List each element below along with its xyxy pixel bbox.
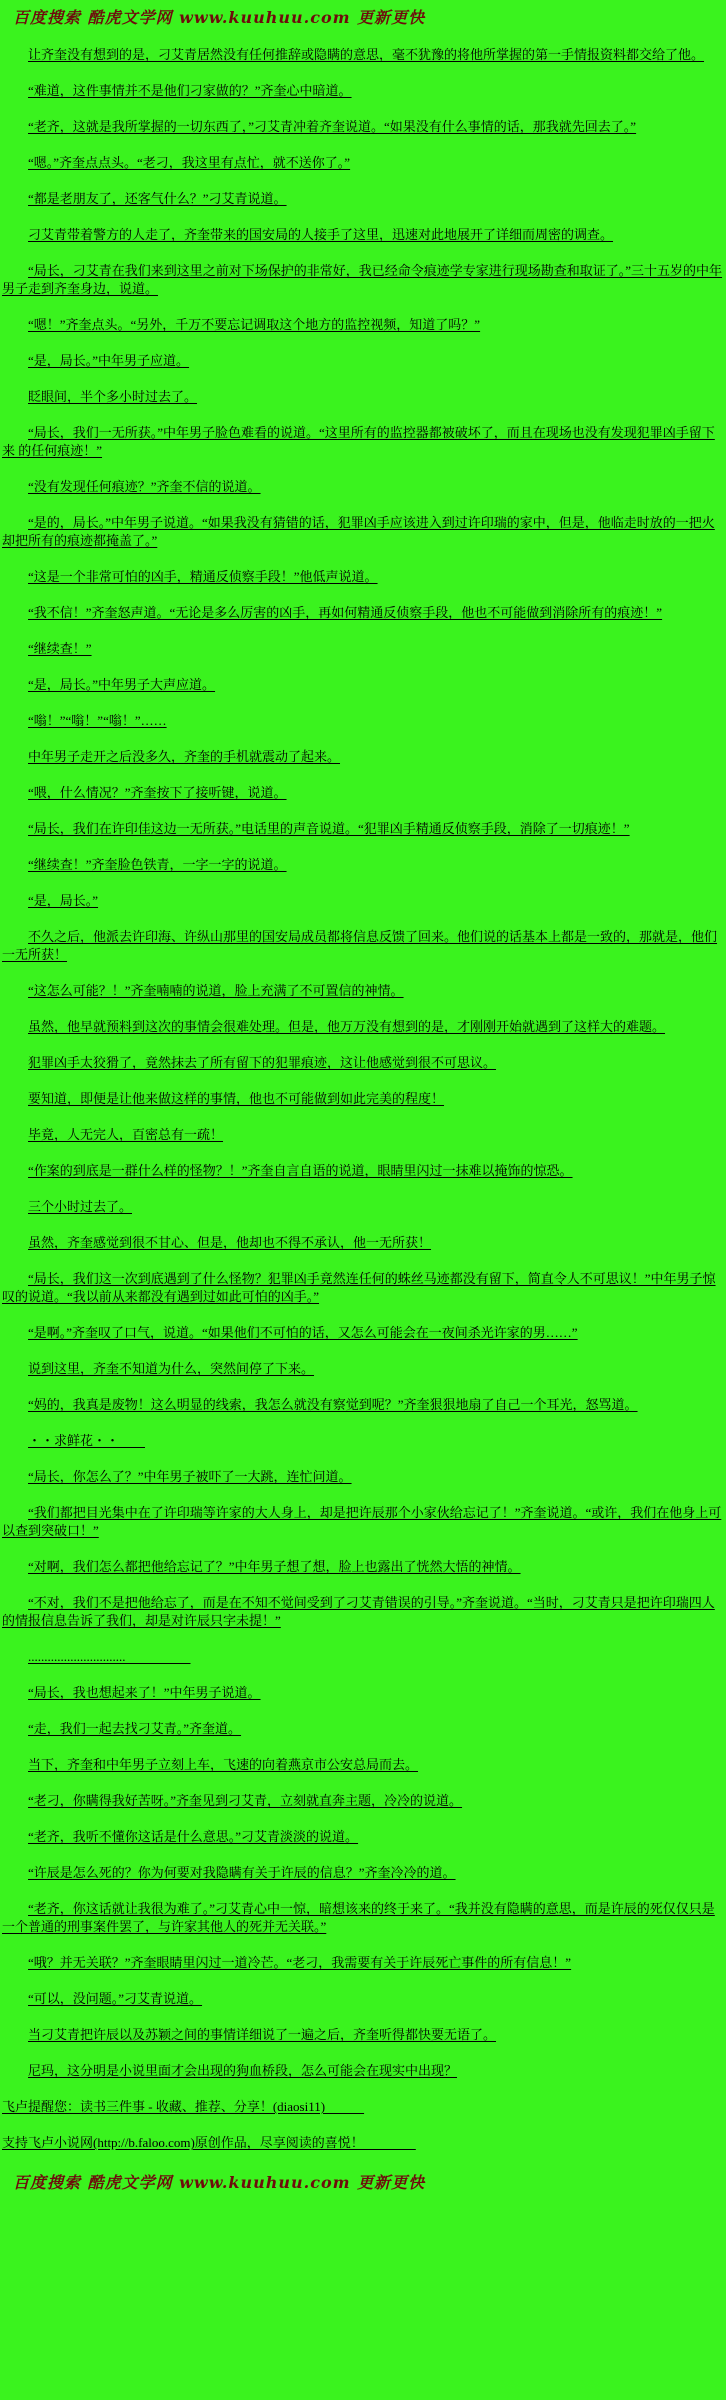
paragraph: “老齐，你这话就让我很为难了。”刁艾青心中一惊，暗想该来的终于来了。“我并没有隐瞒的意思，而是许辰的死仅仅只是一个普通的刑事案件罢了，与许家其他人的死并无关联。” <box>2 1901 715 1934</box>
paragraph: 尼玛，这分明是小说里面才会出现的狗血桥段，怎么可能会在现实中出现？ <box>28 2063 458 2078</box>
paragraph: “这是一个非常可怕的凶手，精通反侦察手段！”他低声说道。 <box>28 569 378 584</box>
paragraph: 三个小时过去了。 <box>28 1199 133 1214</box>
paragraph: “老齐，我听不懂你这话是什么意思。”刁艾青淡淡的说道。 <box>28 1829 359 1844</box>
paragraph: “局长，我也想起来了！”中年男子说道。 <box>28 1685 261 1700</box>
paragraph: “我们都把目光集中在了许印瑞等许家的大人身上，却是把许辰那个小家伙给忘记了！”齐奎说道。“或许，我们在他身上可以查到突破口！” <box>2 1505 722 1538</box>
paragraph: “是，局长。”中年男子大声应道。 <box>28 677 216 692</box>
paragraph: “老刁，你瞒得我好苦呀。”齐奎见到刁艾青，立刻就直奔主题，冷冷的说道。 <box>28 1793 463 1808</box>
site-banner-top: 百度搜索 酷虎文学网 www.kuuhuu.com 更新更快 <box>13 8 426 27</box>
paragraph: “局长，我们在许印佳这边一无所获。”电话里的声音说道。“犯罪凶手精通反侦察手段，消除了一切痕迹！” <box>28 821 630 836</box>
paragraph: “走，我们一起去找刁艾青。”齐奎道。 <box>28 1721 242 1736</box>
paragraph: “妈的，我真是废物！这么明显的线索，我怎么就没有察觉到呢？”齐奎狠狠地扇了自己一个耳光，怒骂道。 <box>28 1397 638 1412</box>
paragraph: 说到这里，齐奎不知道为什么，突然间停了下来。 <box>28 1361 315 1376</box>
paragraph: “都是老朋友了，还客气什么？”刁艾青说道。 <box>28 191 287 206</box>
paragraph: “是啊。”齐奎叹了口气，说道。“如果他们不可怕的话，又怎么可能会在一夜间杀光许家的男……” <box>28 1325 578 1340</box>
paragraph: “局长，我们这一次到底遇到了什么怪物？犯罪凶手竟然连任何的蛛丝马迹都没有留下，简直令人不可思议！”中年男子惊叹的说道。“我以前从来都没有遇到过如此可怕的凶手。” <box>2 1271 716 1304</box>
paragraph: .............................. <box>28 1649 191 1664</box>
paragraph: ・・求鲜花・・ <box>28 1433 146 1448</box>
paragraph: “局长，我们一无所获。”中年男子脸色难看的说道。“这里所有的监控器都被破坏了，而且在现场也没有发现犯罪凶手留下来 的任何痕迹！” <box>2 425 715 458</box>
paragraph: 中年男子走开之后没多久，齐奎的手机就震动了起来。 <box>28 749 341 764</box>
footer-reminder: 飞卢提醒您：读书三件事 - 收藏、推荐、分享！(diaosi11) <box>2 2099 365 2114</box>
paragraph: 要知道，即便是让他来做这样的事情，他也不可能做到如此完美的程度！ <box>28 1091 445 1106</box>
paragraph: “许辰是怎么死的？你为何要对我隐瞒有关于许辰的信息？”齐奎冷冷的道。 <box>28 1865 456 1880</box>
paragraph: “局长，你怎么了？”中年男子被吓了一大跳，连忙问道。 <box>28 1469 352 1484</box>
novel-text <box>2 46 723 2080</box>
paragraph: “继续查！” <box>28 641 92 656</box>
paragraph: “嗯。”齐奎点点头。“老刁，我这里有点忙，就不送你了。” <box>28 155 351 170</box>
paragraph: 虽然，他早就预料到这次的事情会很难处理。但是，他万万没有想到的是，才刚刚开始就遇到了这样大的难题。 <box>28 1019 666 1034</box>
paragraph: 当下，齐奎和中年男子立刻上车，飞速的向着燕京市公安总局而去。 <box>28 1757 419 1772</box>
paragraph: “是，局长。” <box>28 893 99 908</box>
paragraph: “我不信！”齐奎怒声道。“无论是多么厉害的凶手，再如何精通反侦察手段，他也不可能做到消除所有的痕迹！” <box>28 605 663 620</box>
paragraph: “作案的到底是一群什么样的怪物？！”齐奎自言自语的说道，眼睛里闪过一抹难以掩饰的惊恐。 <box>28 1163 573 1178</box>
paragraph: “对啊，我们怎么都把他给忘记了？”中年男子想了想，脸上也露出了恍然大悟的神情。 <box>28 1559 521 1574</box>
paragraph: “哦？并无关联？”齐奎眼睛里闪过一道冷芒。“老刁，我需要有关于许辰死亡事件的所有信息！” <box>28 1955 572 1970</box>
footer-support: 支持飞卢小说网(http://b.faloo.com)原创作品，尽享阅读的喜悦！ <box>2 2135 416 2150</box>
paragraph: “是的，局长。”中年男子说道。“如果我没有猜错的话，犯罪凶手应该进入到过许印瑞的家中，但是，他临走时放的一把火却把所有的痕迹都掩盖了。” <box>2 515 715 548</box>
paragraph: “老齐，这就是我所掌握的一切东西了，”刁艾青冲着齐奎说道。“如果没有什么事情的话，那我就先回去了。” <box>28 119 637 134</box>
paragraph: 毕竟，人无完人，百密总有一疏！ <box>28 1127 224 1142</box>
paragraph: “没有发现任何痕迹？”齐奎不信的说道。 <box>28 479 261 494</box>
paragraph: “局长，刁艾青在我们来到这里之前对下场保护的非常好，我已经命令痕迹学专家进行现场勘查和取证了。”三十五岁的中年男子走到齐奎身边，说道。 <box>2 263 723 296</box>
paragraph: “不对，我们不是把他给忘了，而是在不知不觉间受到了刁艾青错误的引导。”齐奎说道。“当时，刁艾青只是把许印瑞四人的情报信息告诉了我们，却是对许辰只字未提！” <box>2 1595 715 1628</box>
paragraph: 虽然，齐奎感觉到很不甘心、但是，他却也不得不承认，他一无所获！ <box>28 1235 432 1250</box>
paragraph: “这怎么可能？！”齐奎喃喃的说道，脸上充满了不可置信的神情。 <box>28 983 404 998</box>
paragraph: 当刁艾青把许辰以及苏颖之间的事情详细说了一遍之后，齐奎听得都快要无语了。 <box>28 2027 497 2042</box>
paragraph: 犯罪凶手太狡猾了，竟然抹去了所有留下的犯罪痕迹，这让他感觉到很不可思议。 <box>28 1055 497 1070</box>
paragraph: “喂，什么情况？”齐奎按下了接听键，说道。 <box>28 785 287 800</box>
paragraph: 刁艾青带着警方的人走了，齐奎带来的国安局的人接手了这里，迅速对此地展开了详细而周密的调查。 <box>28 227 614 242</box>
site-banner-bottom: 百度搜索 酷虎文学网 www.kuuhuu.com 更新更快 <box>13 2173 426 2192</box>
paragraph: “是，局长。”中年男子应道。 <box>28 353 190 368</box>
paragraph: 不久之后，他派去许印海、许纵山那里的国安局成员都将信息反馈了回来。他们说的话基本上都是一致的，那就是，他们一无所获！ <box>2 929 718 962</box>
paragraph: “嗯！”齐奎点头。“另外，千万不要忘记调取这个地方的监控视频，知道了吗？” <box>28 317 481 332</box>
paragraph: “难道，这件事情并不是他们刁家做的？”齐奎心中暗道。 <box>28 83 352 98</box>
page-footer <box>2 2098 723 2152</box>
paragraph: 眨眼间，半个多小时过去了。 <box>28 389 198 404</box>
paragraph: “可以，没问题。”刁艾青说道。 <box>28 1991 203 2006</box>
paragraph: 让齐奎没有想到的是，刁艾青居然没有任何推辞或隐瞒的意思，毫不犹豫的将他所掌握的第一手情报资料都交给了他。 <box>28 47 705 62</box>
paragraph: “继续查！”齐奎脸色铁青，一字一字的说道。 <box>28 857 287 872</box>
paragraph: “嗡！”“嗡！”“嗡！”…… <box>28 713 167 728</box>
